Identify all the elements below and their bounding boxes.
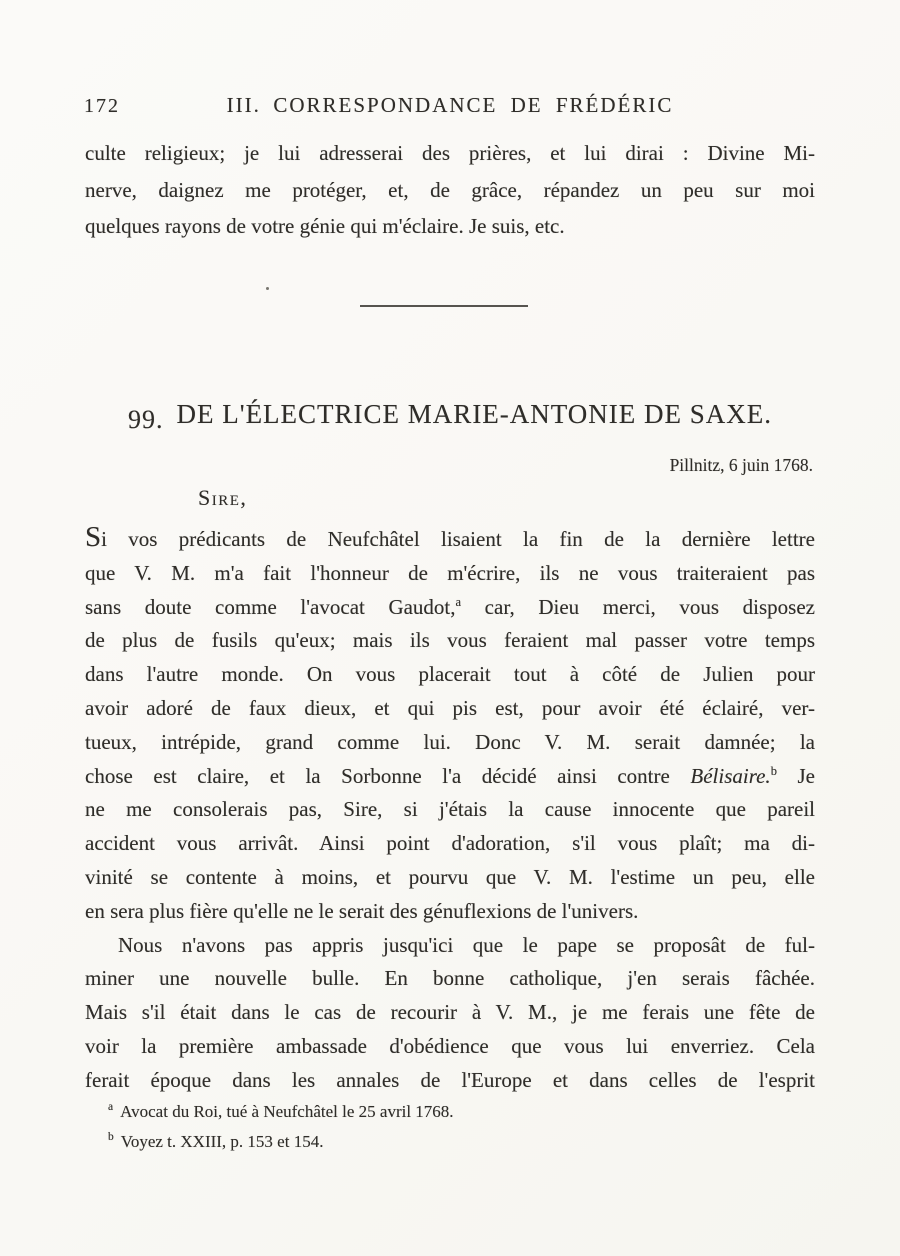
text-segment: quelques rayons de votre génie qui m'éclaire. Je suis, etc. (85, 214, 565, 238)
text-line (85, 726, 815, 760)
text-line (85, 591, 815, 625)
text-segment: culte religieux; je lui adresserai des prières, et lui dirai : Divine Mi- (85, 141, 815, 165)
text-segment: car, Dieu merci, vous disposez (461, 594, 815, 619)
salutation: Sire, (198, 485, 248, 510)
text-segment: que V. M. m'a fait l'honneur de m'écrire, ils ne vous traiteraient pas (85, 560, 815, 585)
footnote-text: Avocat du Roi, tué à Neufchâtel le 25 avril 1768. (120, 1102, 454, 1121)
paragraph (85, 523, 815, 929)
text-line (85, 793, 815, 827)
text-segment: vinité se contente à moins, et pourvu que V. M. l'estime un peu, elle (85, 864, 815, 889)
footnote-mark: a (108, 1101, 114, 1114)
text-line (85, 929, 815, 963)
initial-capital: S (85, 521, 102, 553)
text-line (85, 523, 815, 557)
ink-speck (266, 287, 269, 290)
italic-text: Bélisaire. (690, 763, 771, 788)
footnote-reference: b (770, 763, 777, 778)
footnote-item (85, 1127, 815, 1157)
text-line (85, 1030, 815, 1064)
text-line (85, 861, 815, 895)
text-segment: Mais s'il était dans le cas de recourir à V. M., je me ferais une fête de (85, 1000, 815, 1025)
section-divider (360, 305, 528, 307)
letter-heading (83, 399, 817, 434)
text-segment: dans l'autre monde. On vous placerait tout à côté de Julien pour (85, 662, 815, 687)
text-segment: ne me consolerais pas, Sire, si j'étais la cause innocente que pareil (85, 797, 815, 822)
text-segment: tueux, intrépide, grand comme lui. Donc V. M. serait damnée; la (85, 729, 815, 754)
text-segment: accident vous arrivât. Ainsi point d'adoration, s'il vous plaît; ma di- (85, 831, 815, 856)
footnote-item (85, 1097, 815, 1127)
text-segment: miner une nouvelle bulle. En bonne catholique, j'en serais fâchée. (85, 966, 815, 991)
letter-body (85, 523, 815, 1098)
dateline: Pillnitz, 6 juin 1768. (669, 455, 813, 475)
text-segment: i vos prédicants de Neufchâtel lisaient la fin de la dernière lettre (101, 527, 815, 551)
text-line (85, 557, 815, 591)
text-segment: de plus de fusils qu'eux; mais ils vous feraient mal passer votre temps (85, 628, 815, 653)
text-line (85, 624, 815, 658)
letter-number: 99. (127, 405, 164, 434)
footnote-text: Voyez t. XXIII, p. 153 et 154. (120, 1131, 324, 1151)
text-line (85, 827, 815, 861)
text-segment: chose est claire, et la Sorbonne l'a décidé ainsi contre (85, 763, 691, 788)
paragraph (85, 929, 815, 1098)
text-segment: Nous n'avons pas appris jusqu'ici que le pape se proposât de ful- (118, 932, 815, 957)
footnotes (85, 1097, 815, 1156)
running-title: III. CORRESPONDANCE DE FRÉDÉRIC (226, 93, 674, 117)
text-line (85, 658, 815, 692)
footnote-reference: a (455, 594, 462, 609)
text-line (85, 172, 815, 209)
text-segment: ferait époque dans les annales de l'Europe et dans celles de l'esprit (85, 1067, 815, 1092)
text-segment: en sera plus fière qu'elle ne le serait des génuflexions de l'univers. (85, 898, 639, 923)
page-number: 172 (84, 95, 120, 117)
text-segment: voir la première ambassade d'obédience que vous lui enverriez. Cela (85, 1033, 815, 1058)
footnote-mark: b (108, 1130, 114, 1143)
text-line (85, 962, 815, 996)
text-line (85, 1064, 815, 1098)
text-line (85, 135, 815, 172)
text-line (85, 760, 815, 794)
text-line (85, 692, 815, 726)
letter-title: DE L'ÉLECTRICE MARIE-ANTONIE DE SAXE. (176, 399, 773, 429)
text-line (85, 895, 815, 929)
continuation-paragraph (85, 135, 815, 245)
text-line (85, 996, 815, 1030)
text-segment: Je (776, 763, 816, 788)
text-segment: avoir adoré de faux dieux, et qui pis est, pour avoir été éclairé, ver- (85, 695, 815, 720)
text-segment: sans doute comme l'avocat Gaudot, (85, 594, 456, 619)
text-line (85, 208, 815, 245)
text-segment: nerve, daignez me protéger, et, de grâce, répandez un peu sur moi (85, 177, 815, 202)
